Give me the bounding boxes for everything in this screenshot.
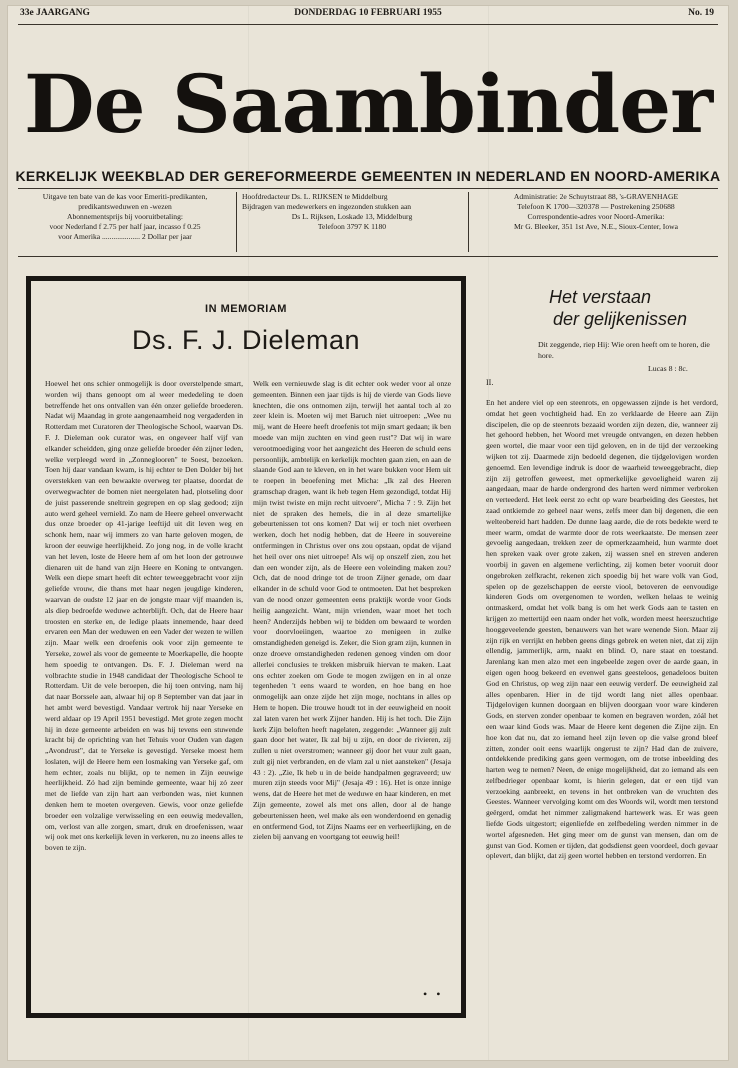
issue-date: DONDERDAG 10 FEBRUARI 1955	[294, 8, 442, 18]
memoriam-name: Ds. F. J. Dieleman	[131, 325, 361, 355]
administration-info: Administratie: 2e Schuytstraat 88, 's-GRAVENHAGE Telefoon K 1700—320378 — Postrekening 250688 Correspondentie-adres voor Noord-Amerika: Mr G. Bleeker, 351 1st Ave, N.E., Sioux-Center, Iowa	[513, 192, 679, 231]
subscription-info: Uitgave ten bate van de kas voor Emeriti-predikanten, predikantsweduwen en -wezen Abonnementsprijs bij vooruitbetaling: voor Nederland f 2.75 per half jaar, incasso f 0.25 voor Amerika .................... 2 Dollar per jaar	[42, 192, 208, 241]
article-quote: Dit zeggende, riep Hij: Wie oren heeft om te horen, die hore.	[538, 340, 710, 360]
article-section: II.	[486, 378, 494, 387]
divider	[18, 188, 718, 189]
editor-info: Hoofdredacteur Ds. L. RIJKSEN te Middelburg Bijdragen van medewerkers en ingezonden stukken aan Ds L. Rijksen, Loskade 13, Middelburg Telefoon 3797 K 1180	[242, 192, 413, 231]
issue-number: No. 19	[688, 8, 714, 18]
dateline	[18, 8, 718, 22]
ornament: • •	[423, 987, 444, 1001]
divider	[468, 192, 469, 252]
subtitle: KERKELIJK WEEKBLAD DER GEREFORMEERDE GEMEENTEN IN NEDERLAND EN NOORD-AMERIKA	[15, 168, 721, 184]
article-reference: Lucas 8 : 8c.	[648, 364, 688, 373]
memoriam-column-2: Welk een vernieuwde slag is dit echter ook weder voor al onze gemeenten. Binnen een jaar tijds is hij de vierde van Gods lieve knechten, die ons ontnomen zijn, terwijl het aantal toch al zo zeer klein is. Moeten wij met Baruch niet uitroepen: „Wee nu mij, want de Heere heeft droefenis tot mijn smart gedaan; ik ben moede van mijn zuchten en vind geen rust"? Dat wij in ware verootmoediging voor het aangezicht des Heeren de schuld eens persoonlijk, ambtelijk en kerkelijk mochten gaan zien, en aan de slaande God aan te kleven, en in het ware bukken voor Hem uit te roepen in beoefening met Micha: „Ik zal des Heeren gramschap dragen, want ik heb tegen Hem gezondigd, totdat Hij mijn twist twiste en mijn recht uitvoere", Micha 7 : 9. Zijn het niet de spraken des hemels, die in al deze smartelijke gebeurtenissen tot ons komen? Dat wij er toch niet overheen werken, doch het nodig hebben, dat de Heere in souvereine ontfermingen in Christus over ons zou opstaan, opdat de vijand het heil over ons niet uitroepe! Als wij op onszelf zien, zou het dan een wonder zijn, als de Heere een voleinding maken zou? Och, dat de nood dringe tot de troon Zijner genade, om daar elkander in de schuld voor God te ontmoeten. Dat het bespreken van de nood onzer gemeenten eens praktijk worde voor Gods heilig aangezicht. Want, mijn vrienden, waar moet het toch heen? Anderzijds hebben wij te bidden om bewaard te worden voor doorvloeiingen, waartoe zo menigeen in zulke omstandigheden geneigd is. Zeker, die Sion gram zijn, kunnen in onze droeve omstandigheden redenen genoeg vinden om door allerlei conclusies te trekken misbruik hiervan te maken. Laat ons echter zoeken om Gode te mogen zwijgen en in al onze tegenheden 't eens waard te worden, en hoe bang en hoe onmogelijk aan onze zijde het zijn moge, nochtans in alles op Hem te hopen. Die trouwe houdt tot in der eeuwigheid en nooit zal laten varen het werk Zijner handen. Hij is het toch. Die Zijn kerk Zijn beloften heeft nagelaten, zeggende: „Wanneer gij zult gaan door het water, Ik zal bij u zijn, en door de rivieren, zij zullen u niet overstromen; wanneer gij door het vuur zult gaan, zult gij niet verbranden, en de vlam zal u niet aansteken" (Jesaja 43 : 2). „Zie, Ik heb u in de beide handpalmen gegraveerd; uw muren zijn steeds voor Mij" (Jesaja 49 : 16). Het is onze innige wens, dat de Heere het met de weduwe en haar kinderen, en met Zijn gemeente, zowel als met ons allen, door al de hange gebeurtenissen heen, wel make als een wonderdoend en genadig en ontfermend God, tot Zijns Naams eer en verheerlijking, en de zielen bij aanvang en voortgang tot eeuwig heil!	[253, 379, 451, 842]
memoriam-kicker: IN MEMORIAM	[205, 303, 287, 315]
newspaper-page	[8, 6, 728, 1060]
memoriam-box	[26, 276, 466, 1018]
divider	[18, 256, 718, 257]
volume: 33e JAARGANG	[20, 8, 90, 18]
divider	[236, 192, 237, 252]
divider	[18, 24, 718, 25]
memoriam-column-1: Hoewel het ons schier onmogelijk is door overstelpende smart, worden wij thans genoopt om al weer mededeling te doen betreffende het ons ontvallen van één onzer geliefde broederen. Nadat wij Maandag in grote aangenaamheid nog vergaderden in Rotterdam met Curatoren der Theologische School, waarvan Ds. F. J. Dieleman ook curator was, en ongeveer half vijf van elkander scheidden, ging onze geliefde broeder één zijner leden, welke verpleegd werd in „Zonneglooren" te Soest, bezoeken. Toen hij daar vandaan kwam, is hij echter te Den Dolder bij het overstekken van een bewaakte overweg ter plaatse, doordat de overwegwachter de bomen niet neergelaten had, plotseling door de juist passerende sneltrein gegrepen en op slag gedood; zijn auto werd geheel vernield. Zo nam de Heere geheel onverwacht dus onze broeder op 41-jarige leeftijd uit dit leven weg en schonk hem, naar wij immers zo van harte geloven mogen, de kroon der eeuwige heerlijkheid. Zo jong nog, in de volle kracht van het leven, loste de Heere hem af om het loon der getrouwe dienaren uit de hand van zijn Heere en Koning te ontvangen. Welk een diepe smart heeft dit echter teweeggebracht voor zijn geliefde vrouw, die thans met haar negen jeugdige kinderen, waarvan de oudste 12 jaar en de jongste maar vijf maanden is, als diep bedroefde weduwe achterblijft. Och, dat de Heere haar troosten en sterke en, de ledige plaats innemende, haar deed ervaren een Man der weduwen en een Vader der wezen te willen zijn. Maar welk een droefenis ook voor zijn gemeente te Yerseke, zowel als voor de gemeente te Moerkapelle, die hoopte hem spoedig te ontvangen. Ds. F. J. Dieleman werd na volbrachte studie in 1948 candidaat der Theologische School te Rotterdam. Uit de vele beroepen, die hij toen ontving, nam hij dat naar Borssele aan, alwaar hij op 8 September van dat jaar in het ambt werd bevestigd. Vandaar vertrok hij naar Yerseke en werd aldaar op 19 April 1951 bevestigd. Met grote zegen mocht hij in deze gemeente arbeiden en was hij tevens een stuwende kracht bij de oprichting van het Tehuis voor Ouden van dagen „Avondrust", dat te Yerseke is gevestigd. Yerseke moest hem loslaten, wijl de Heere hem een losmaking van Yerseke gaf, om hem echter, zoals nu blijkt, op te nemen in Zijn eeuwige heerlijkheid. Zó had zijn beminde gemeente, waar hij zó zeer met de liefde van zijn hart aan verbonden was, niet kunnen denken hem te moeten overgeven. Gewis, voor onze geliefde broeder een volzalige verwisseling en een eeuwig medevallen, om, verlost van alle zorgen, smart, druk en droefenissen, waar wij ook met ons kerkelijk leven in verkeren, nu zo ineens alles te boven te zijn.	[45, 379, 243, 853]
article-body: En het andere viel op een steenrots, en opgewassen zijnde is het verdord, omdat het geen vochtigheid had. En zo verklaarde de Heere aan Zijn discipelen, die op de steenrots bezaaid worden zijn dezen, die, wanneer zij het gehoord hebben, het Woord met vreugde ontvangen, en dezen hebben geen wortel, die maar voor een tijd geloven, en in de tijd der verzoeking wijken tot zij. Daarmede zijn bedoeld degenen, die tijdgelovigen worden genoemd. Een levendige indruk is door de waarheid teweeggebracht, diep zijn zij getroffen geweest, met opmerkelijke gevoeligheid waren zij aangedaan, maar de harde ondergrond des harten werd nimmer verbroken en verteederd. Het leek eerst zo echt op ware bearbeiding des Geestes, het zaad ontkiemde zo geheel naar wens, zelfs meer dan bij degenen, die een welteobereid hart hadden. De dunne laag aarde, die de rots bedekte werd te meer warm, omdat de warmte door de rots weerkaatste. De mensen zeer gevoelig aangedaan, trekken zeer de opmerkzaamheid, hun warmte doet hen spreken vaak over grote zaken, zij wassen snel en streven anderen voorbij in gaven en algemene verlichting, zij komen beter vooruit door ongebroken zelfkracht, rekenen zich spoedig bij het ware volk van God, spelen op de gezelschappen de eerste viool, betoveren de eenvoudige kinderen Gods om overgenomen te worden, welken helaas te weinig ontmaskerd, omdat het volk bang is om het werk Gods aan te tasten en krijgen zo mettertijd een naam onder het volk, worden meest heerszuchtige hooggeveelende geesten, benauwers van het ware wenende Sion. Maar zij zijn rijk en verrijkt en hebben geens dings gebrek en weten niet, dat zij zijn ellendig, jammerlijk, arm, naakt en blind. O, nare staat en toestand. Jarenlang kan men alzo met een ingebeelde zegen over de aarde gaan, in eigen ogen hoog bekeerd en evenwel gans geesteloos, genadeloos buiten God en Christus, op weg zijn naar een eeuwig verderf. De eeuwigheid zal alles openbaren. Hier in de tijd wordt lang niet alles openbaar. Tijdgelovigen kunnen doorgaan en blijven doorgaan voor ware kinderen Gods, en sterven zonder openbaar te komen en begraven worden, zóál het een waar kind Gods was. Maar de Heere kent degenen die Zijne zijn. En hoe kon dat nu, dat zo iemand heel zijn leven op die valse grond bleef zitten, zonder ooit eens waarlijk ongerust te zijn? Had dan de zuivere, ontdekkende prediking gans geen vermogen, om de trotse inbeelding des harten weg te nemen? Neen, de enige mogelijkheid, dat zo iemand als een zelfbedrieger openbaar komt, is hierin gelegen, dat er een tijd van verzoeking aanbreekt, en tevens in het ontbreken van de vruchten des Geestes. Wanneer vervolging komt om des Woords wil, wordt men terstond geërgerd, omdat het nimmer zaligmakend hartewerk was. Er was geen liefde Gods uitgestort; eigenliefde en zelfbedeling werden nimmer in de wortel afgesneden. Het ging meer om de gunst van mensen, dan om de gunst van God. Komen er tijden, dat godsdienst geen voordeel, doch gevaar oplevert, dan blijkt, dat zij geen wortel hebben en terstond verdorren. En	[486, 398, 718, 861]
article-title: Het verstaan der gelijkenissen	[548, 287, 688, 329]
masthead-title: De Saambinder	[23, 57, 713, 151]
